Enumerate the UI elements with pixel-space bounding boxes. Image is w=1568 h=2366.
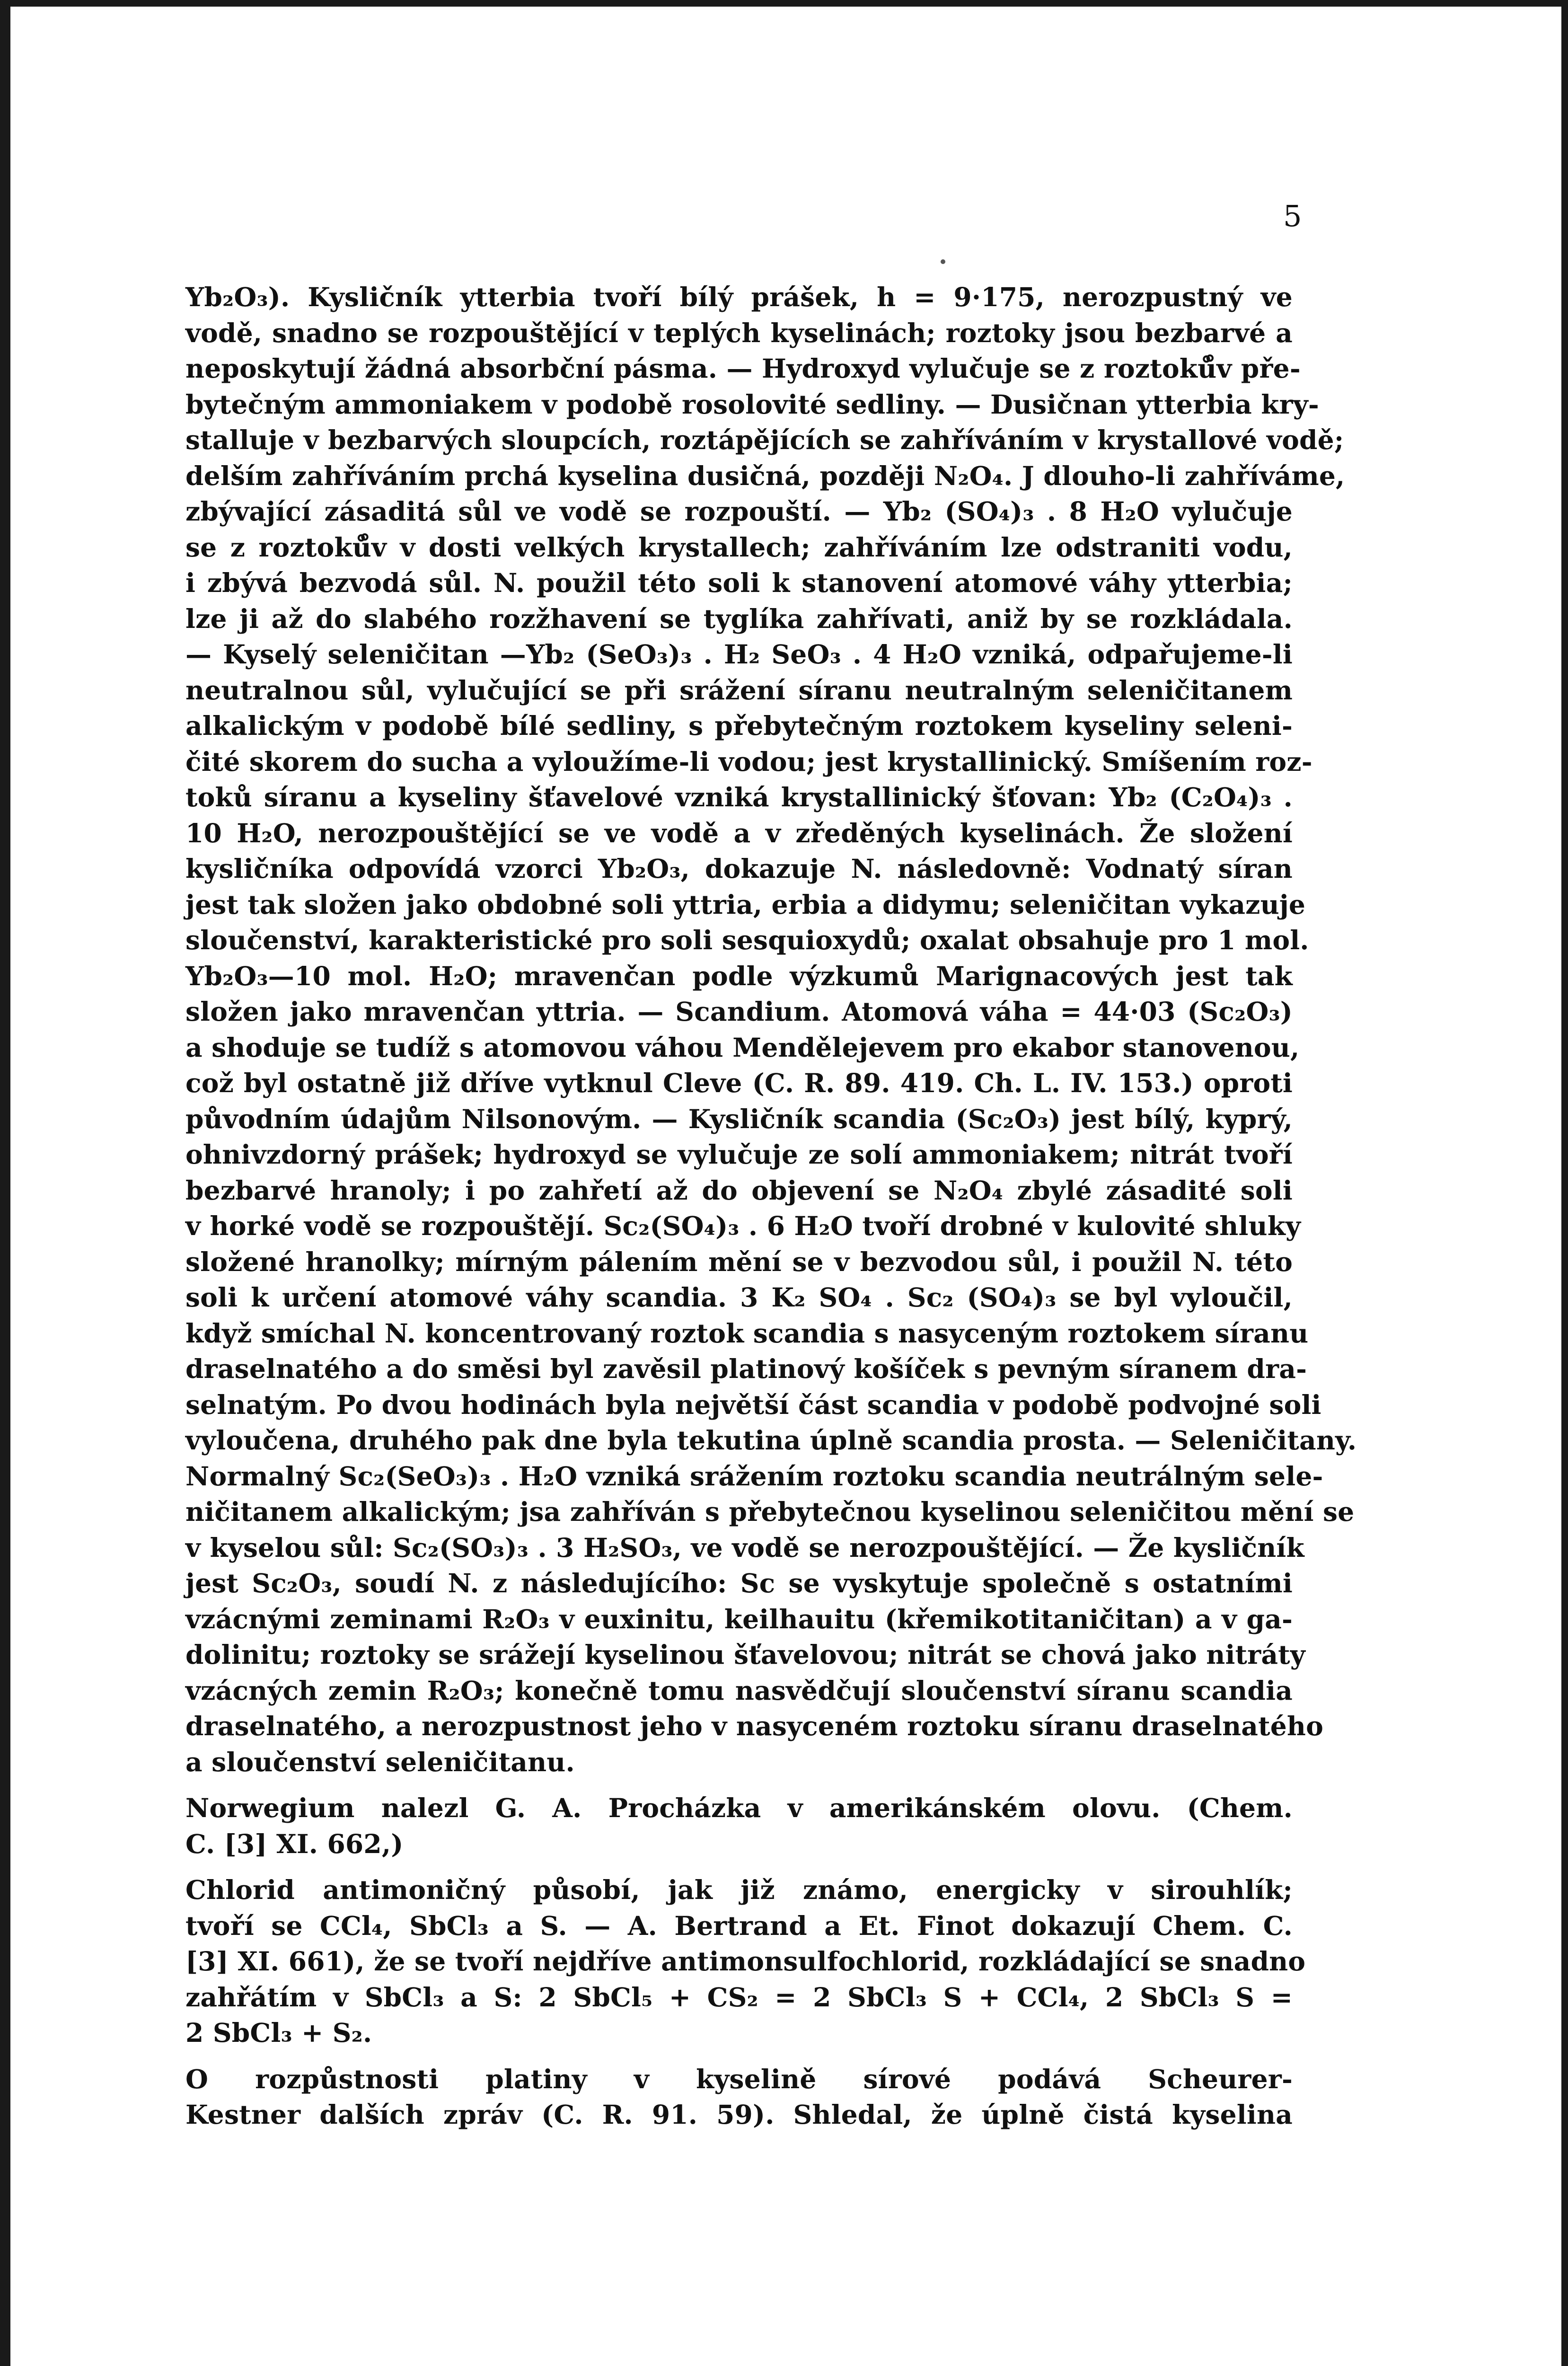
- paragraph-gap: [185, 1780, 1293, 1790]
- text-line: vzácných zemin R₂O₃; konečně tomu nasvědčují sloučenství síranu scandia: [185, 1675, 1293, 1706]
- text-line: a shoduje se tudíž s atomovou váhou Mendělejevem pro ekabor stanovenou,: [185, 1032, 1300, 1063]
- text-line: čité skorem do sucha a vyloužíme-li vodou; jest krystallinický. Smíšením roz-: [185, 746, 1313, 777]
- text-line: Chlorid antimoničný působí, jak již známo, energicky v sirouhlík;: [185, 1874, 1293, 1905]
- text-line: i zbývá bezvodá sůl. N. použil této soli k stanovení atomové váhy ytterbia;: [185, 567, 1293, 598]
- text-line: lze ji až do slabého rozžhavení se tyglíka zahřívati, aniž by se rozkládala.: [185, 603, 1293, 634]
- scan-speck: [941, 259, 945, 264]
- text-line: tvoří se CCl₄, SbCl₃ a S. — A. Bertrand a Et. Finot dokazují Chem. C.: [185, 1910, 1293, 1941]
- text-line: zbývající zásaditá sůl ve vodě se rozpouští. — Yb₂ (SO₄)₃ . 8 H₂O vylučuje: [185, 496, 1293, 527]
- text-line: delším zahříváním prchá kyselina dusičná, později N₂O₄. J dlouho-li zahříváme,: [185, 460, 1345, 491]
- text-line: vzácnými zeminami R₂O₃ v euxinitu, keilhauitu (křemikotitaničitan) a v ga-: [185, 1603, 1293, 1634]
- paragraph-rozpustnost-platiny: [185, 2061, 1293, 2133]
- text-line: což byl ostatně již dříve vytknul Cleve (C. R. 89. 419. Ch. L. IV. 153.) oproti: [185, 1068, 1293, 1098]
- text-line: 2 SbCl₃ + S₂.: [185, 2017, 372, 2048]
- text-line: Norwegium nalezl G. A. Procházka v amerikánském olovu. (Chem.: [185, 1792, 1293, 1823]
- text-line: Normalný Sc₂(SeO₃)₃ . H₂O vzniká srážením roztoku scandia neutrálným sele-: [185, 1460, 1323, 1492]
- text-line: stalluje v bezbarvých sloupcích, roztápějících se zahříváním v krystallové vodě;: [185, 424, 1344, 455]
- text-line: soli k určení atomové váhy scandia. 3 K₂ SO₄ . Sc₂ (SO₄)₃ se byl vyloučil,: [185, 1282, 1293, 1313]
- text-line: Yb₂O₃). Kysličník ytterbia tvoří bílý prášek, h = 9·175, nerozpustný ve: [185, 282, 1293, 312]
- scan-border-left: [0, 0, 10, 2366]
- text-line: dolinitu; roztoky se srážejí kyselinou šťavelovou; nitrát se chová jako nitráty: [185, 1639, 1305, 1670]
- text-line: neposkytují žádná absorbční pásma. — Hydroxyd vylučuje se z roztoků̊v pře-: [185, 353, 1301, 384]
- text-line: v kyselou sůl: Sc₂(SO₃)₃ . 3 H₂SO₃, ve vodě se nerozpouštějící. — Že kysličník: [185, 1532, 1304, 1563]
- text-line: kysličníka odpovídá vzorci Yb₂O₃, dokazuje N. následovně: Vodnatý síran: [185, 853, 1293, 884]
- paragraph-gap: [185, 2051, 1293, 2061]
- text-line: ohnivzdorný prášek; hydroxyd se vylučuje ze solí ammoniakem; nitrát tvoří: [185, 1139, 1293, 1170]
- text-line: alkalickým v podobě bílé sedliny, s přebytečným roztokem kyseliny seleni-: [185, 710, 1293, 741]
- paragraph-ytterbium-scandium: [185, 279, 1357, 1780]
- page-number: 5: [1283, 199, 1302, 233]
- paragraph-gap: [185, 1862, 1293, 1872]
- text-line: Kestner dalších zpráv (C. R. 91. 59). Shledal, že úplně čistá kyselina: [185, 2099, 1293, 2130]
- text-line: když smíchal N. koncentrovaný roztok scandia s nasyceným roztokem síranu: [185, 1317, 1309, 1349]
- text-line: neutralnou sůl, vylučující se při srážení síranu neutralným seleničitanem: [185, 674, 1293, 706]
- text-line: 10 H₂O, nerozpouštějící se ve vodě a v zředěných kyselinách. Že složení: [185, 817, 1293, 848]
- text-line: C. [3] XI. 662,): [185, 1828, 404, 1859]
- text-line: a sloučenství seleničitanu.: [185, 1746, 575, 1777]
- text-line: vodě, snadno se rozpouštějící v teplých kyselinách; roztoky jsou bezbarvé a: [185, 317, 1293, 348]
- paragraph-norwegium: [185, 1790, 1293, 1862]
- text-line: složené hranolky; mírným pálením mění se v bezvodou sůl, i použil N. této: [185, 1246, 1293, 1277]
- text-line: v horké vodě se rozpouštějí. Sc₂(SO₄)₃ . 6 H₂O tvoří drobné v kulovité shluky: [185, 1210, 1301, 1241]
- text-line: [3] XI. 661), že se tvoří nejdříve antimonsulfochlorid, rozkládající se snadno: [185, 1946, 1306, 1977]
- page-body: [185, 279, 1357, 2133]
- text-line: bytečným ammoniakem v podobě rosolovité sedliny. — Dusičnan ytterbia kry-: [185, 388, 1319, 420]
- text-line: složen jako mravenčan yttria. — Scandium. Atomová váha = 44·03 (Sc₂O₃): [185, 996, 1293, 1027]
- text-line: se z roztoků̊v v dosti velkých krystallech; zahříváním lze odstraniti vodu,: [185, 531, 1293, 563]
- scan-border-top: [0, 0, 1568, 7]
- text-line: toků síranu a kyseliny šťavelové vzniká krystallinický šťovan: Yb₂ (C₂O₄)₃ .: [185, 782, 1293, 812]
- text-line: Yb₂O₃—10 mol. H₂O; mravenčan podle výzkumů Marignacových jest tak: [185, 960, 1293, 991]
- text-line: — Kyselý seleničitan —Yb₂ (SeO₃)₃ . H₂ SeO₃ . 4 H₂O vzniká, odpařujeme-li: [185, 639, 1293, 670]
- text-line: selnatým. Po dvou hodinách byla největší část scandia v podobě podvojné soli: [185, 1389, 1321, 1420]
- text-line: bezbarvé hranoly; i po zahřetí až do objevení se N₂O₄ zbylé zásadité soli: [185, 1174, 1293, 1206]
- text-line: ničitanem alkalickým; jsa zahříván s přebytečnou kyselinou seleničitou mění se: [185, 1496, 1355, 1527]
- text-line: jest tak složen jako obdobné soli yttria, erbia a didymu; seleničitan vykazuje: [185, 889, 1306, 920]
- text-line: vyloučena, druhého pak dne byla tekutina úplně scandia prosta. — Seleničitany.: [185, 1425, 1357, 1456]
- text-line: draselnatého, a nerozpustnost jeho v nasyceném roztoku síranu draselnatého: [185, 1711, 1323, 1741]
- text-line: zahřátím v SbCl₃ a S: 2 SbCl₅ + CS₂ = 2 SbCl₃ S + CCl₄, 2 SbCl₃ S =: [185, 1981, 1293, 2013]
- paragraph-chlorid-antimonicny: [185, 1872, 1306, 2051]
- text-line: sloučenství, karakteristické pro soli sesquioxydů; oxalat obsahuje pro 1 mol.: [185, 925, 1309, 955]
- text-line: jest Sc₂O₃, soudí N. z následujícího: Sc se vyskytuje společně s ostatními: [185, 1568, 1293, 1598]
- text-line: původním údajům Nilsonovým. — Kysličník scandia (Sc₂O₃) jest bílý, kyprý,: [185, 1103, 1293, 1134]
- text-line: O rozpůstnosti platiny v kyselině sírové podává Scheurer-: [185, 2063, 1293, 2094]
- scan-border-right: [1561, 0, 1568, 2366]
- text-line: draselnatého a do směsi byl zavěsil platinový košíček s pevným síranem dra-: [185, 1353, 1307, 1384]
